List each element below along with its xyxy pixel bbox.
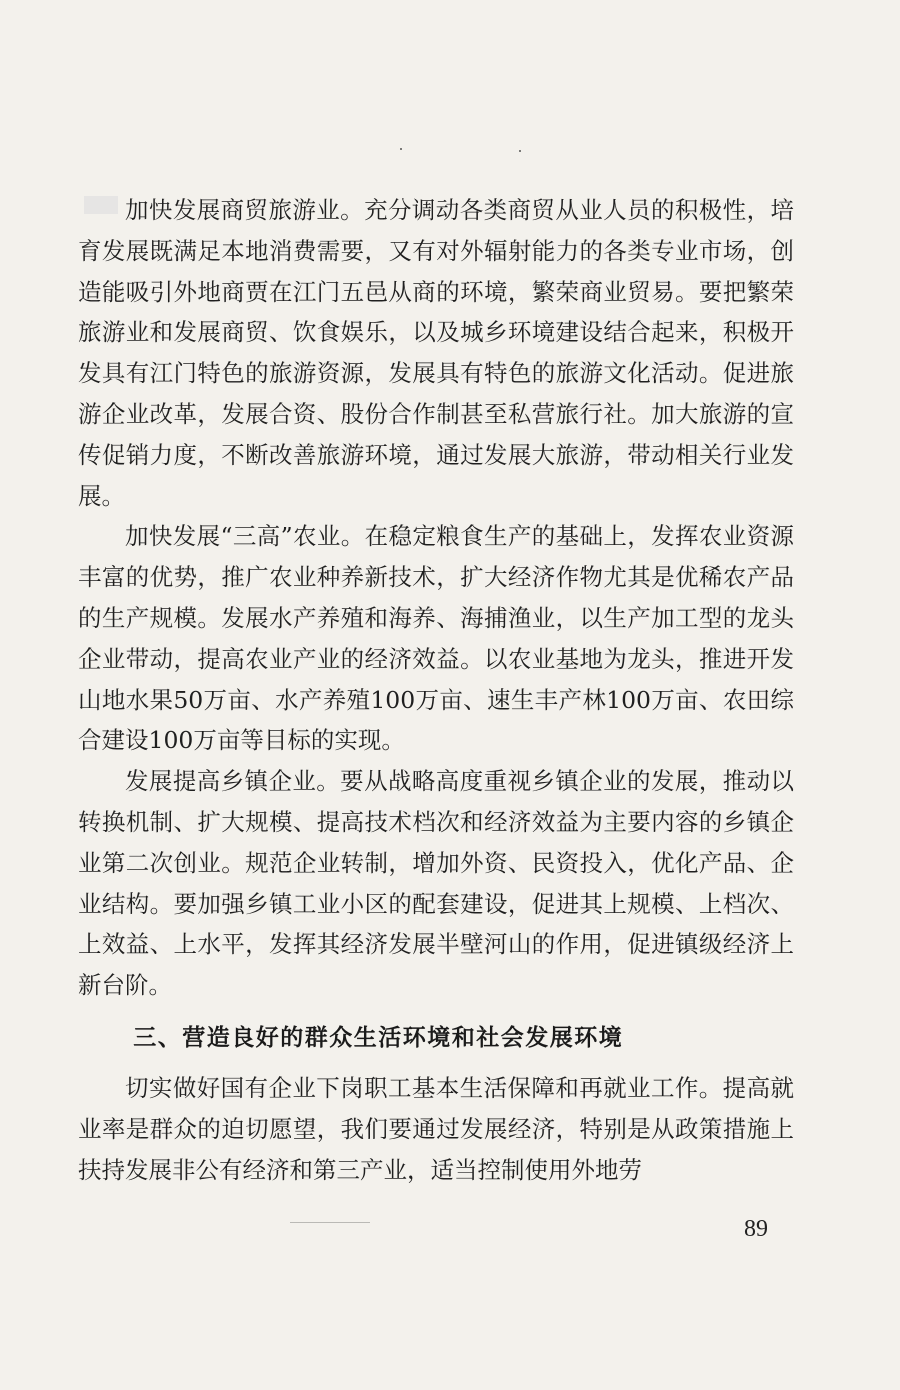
paper-speck [400, 148, 402, 150]
faint-rule [290, 1222, 370, 1223]
paragraph-commerce-tourism: 加快发展商贸旅游业。充分调动各类商贸从业人员的积极性，培育发展既满足本地消费需要，又有对外辐射能力的各类专业市场，创造能吸引外地商贾在江门五邑从商的环境，繁荣商业贸易。要把繁荣旅游业和发展商贸、饮食娱乐，以及城乡环境建设结合起来，积极开发具有江门特色的旅游资源，发展具有特色的旅游文化活动。促进旅游企业改革，发展合资、股份合作制甚至私营旅行社。加大旅游的宣传促销力度，不断改善旅游环境，通过发展大旅游，带动相关行业发展。 [78, 196, 794, 510]
section-heading: 三、营造良好的群众生活环境和社会发展环境 [133, 1024, 624, 1051]
paper-speck [519, 150, 521, 152]
paragraph-agriculture: 加快发展“三高”农业。在稳定粮食生产的基础上，发挥农业资源丰富的优势，推广农业种养新技术，扩大经济作物尤其是优稀农产品的生产规模。发展水产养殖和海养、海捕渔业，以生产加工型的龙头企业带动，提高农业产业的经济效益。以农业基地为龙头，推进开发山地水果50万亩、水产养殖100万亩、速生丰产林100万亩、农田综合建设100万亩等目标的实现。 [78, 522, 794, 755]
page-number: 89 [744, 1216, 768, 1242]
paragraph-township-enterprise: 发展提高乡镇企业。要从战略高度重视乡镇企业的发展，推动以转换机制、扩大规模、提高技术档次和经济效益为主要内容的乡镇企业第二次创业。规范企业转制，增加外资、民资投入，优化产品、企业结构。要加强乡镇工业小区的配套建设，促进其上规模、上档次、上效益、上水平，发挥其经济发展半壁河山的作用，促进镇级经济上新台阶。 [78, 767, 794, 1000]
body-text [78, 190, 794, 1190]
paragraph-employment: 切实做好国有企业下岗职工基本生活保障和再就业工作。提高就业率是群众的迫切愿望，我们要通过发展经济，特别是从政策措施上扶持发展非公有经济和第三产业，适当控制使用外地劳 [78, 1073, 794, 1184]
